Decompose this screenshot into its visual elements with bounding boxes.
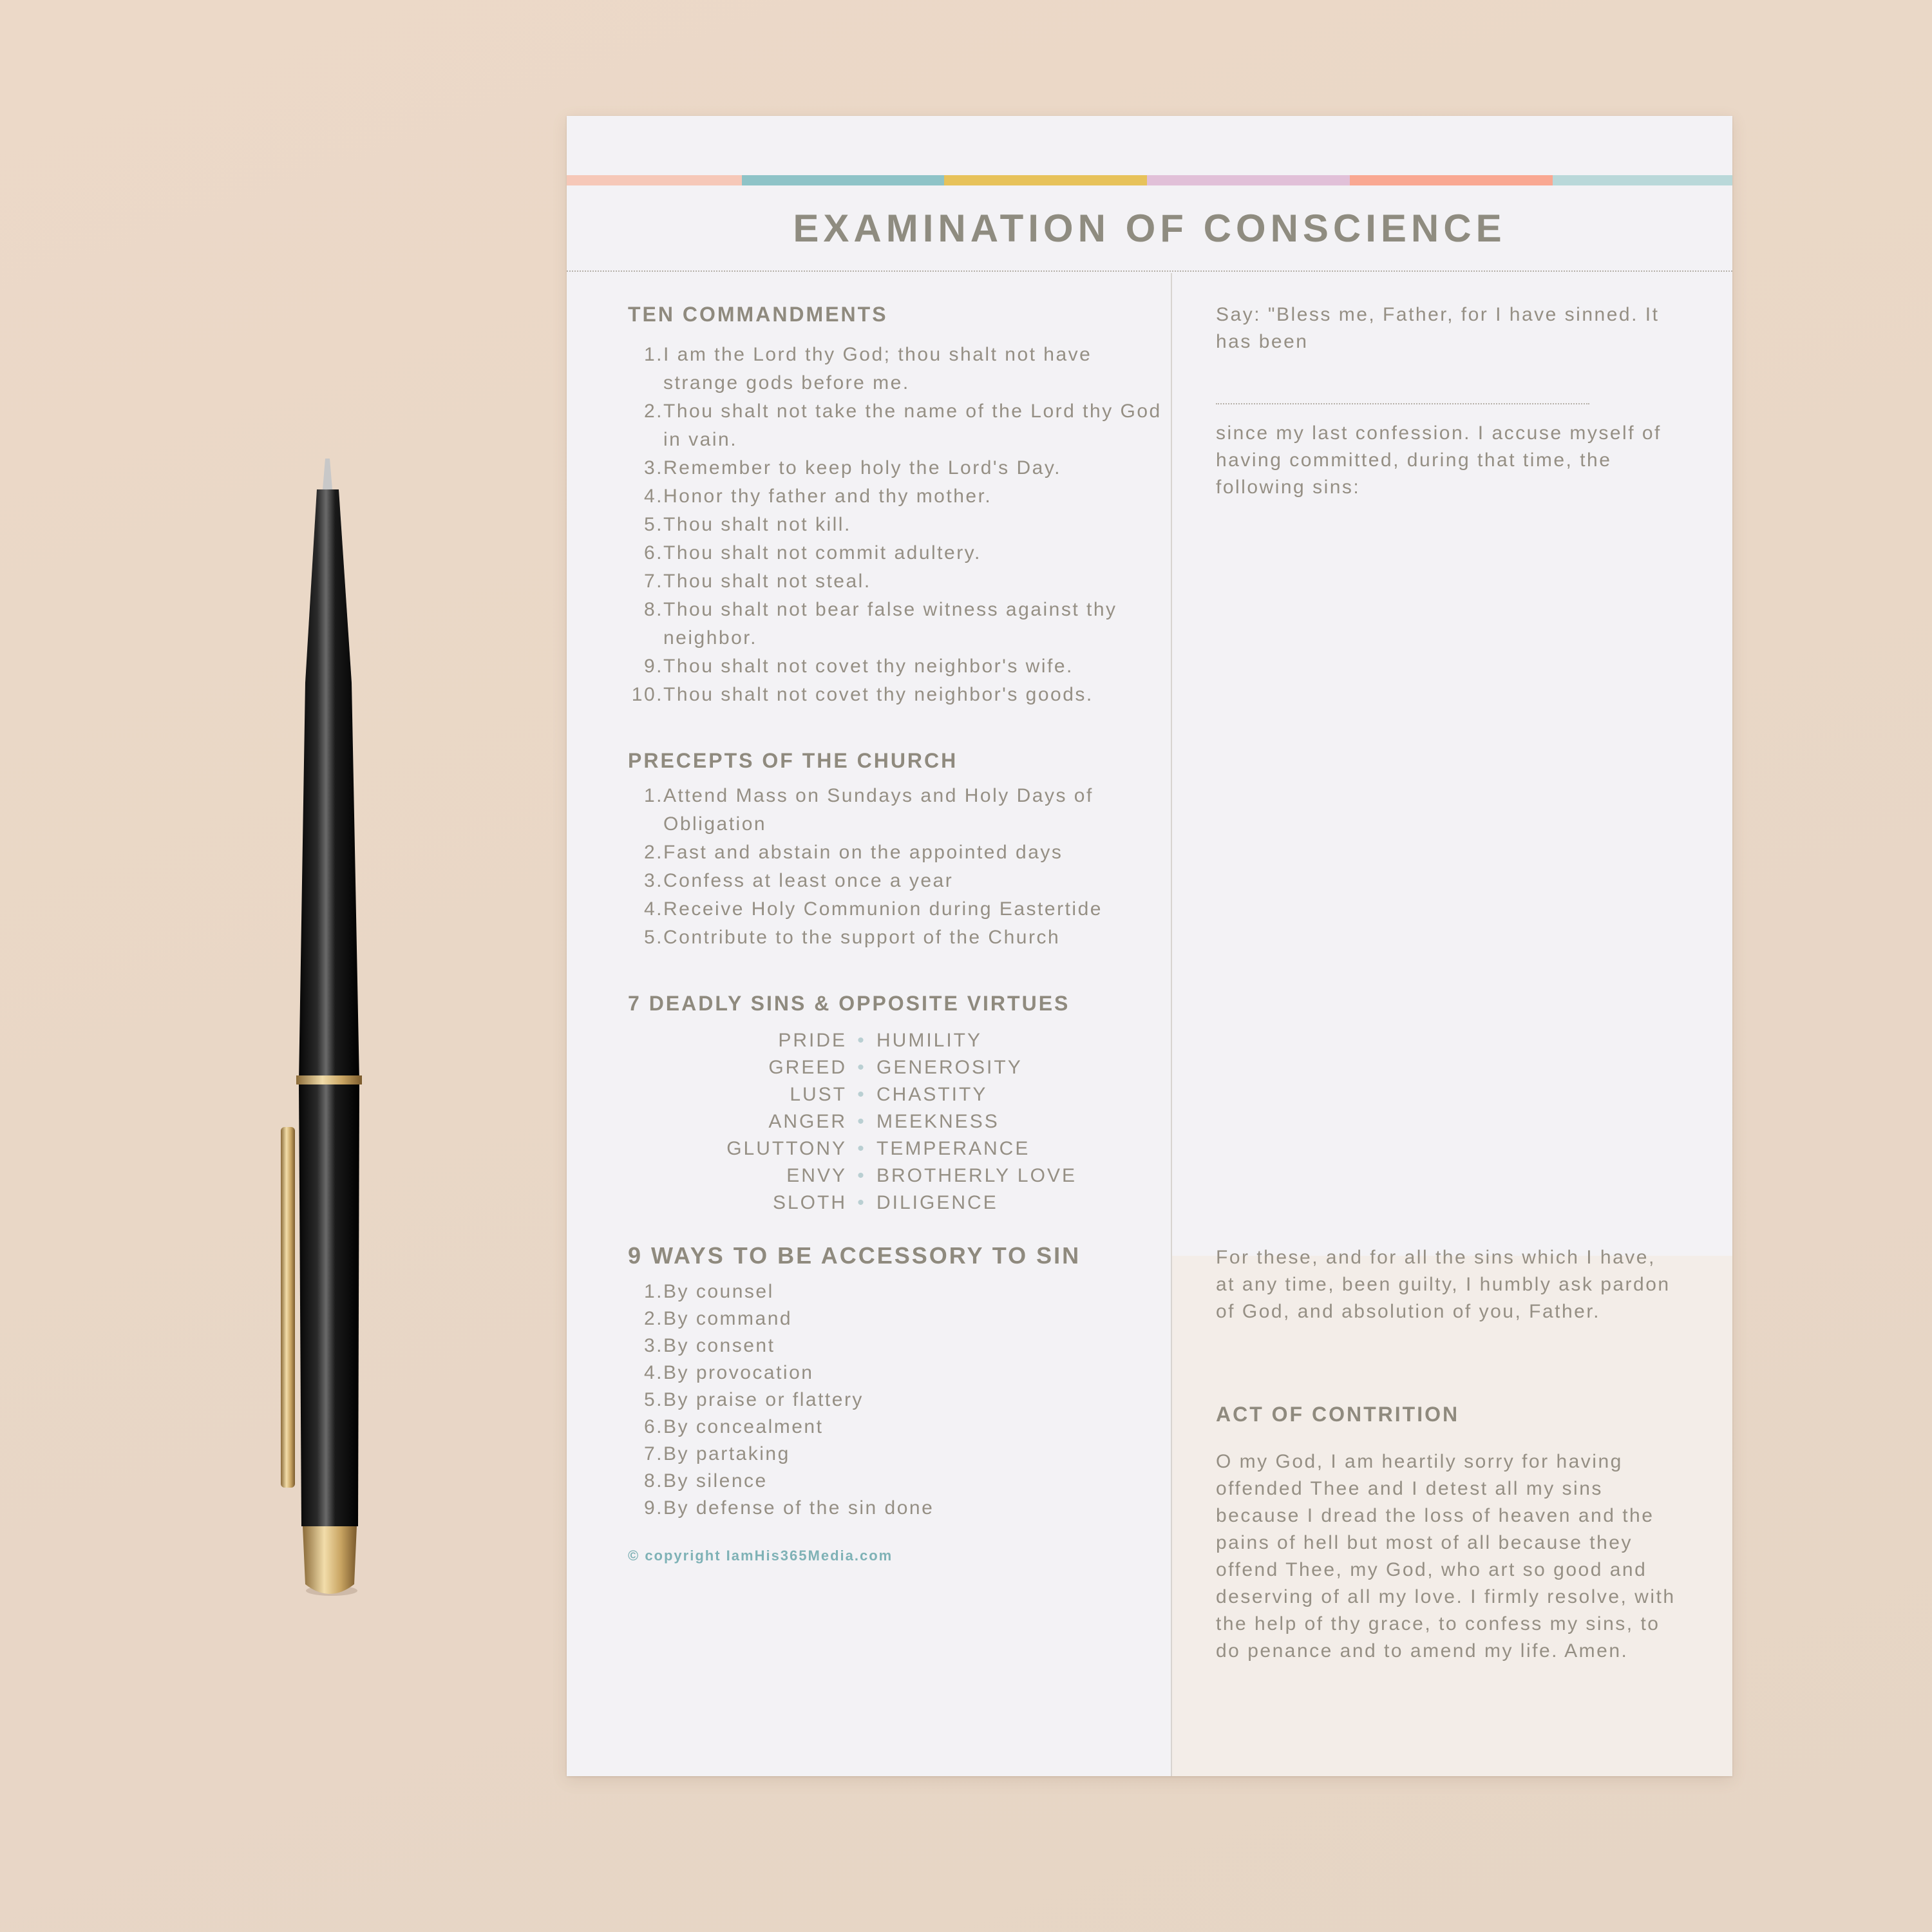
commandment-item [628, 397, 1162, 454]
accessory-item [628, 1332, 1162, 1359]
color-stripe-2 [742, 175, 945, 185]
virtue-name: GENEROSITY [876, 1057, 1023, 1078]
confession-column [1216, 301, 1680, 501]
list-text: Attend Mass on Sundays and Holy Days of Obligation [663, 785, 1094, 835]
list-text: By counsel [663, 1281, 774, 1302]
list-text: Thou shalt not steal. [663, 571, 871, 592]
list-text: Honor thy father and thy mother. [663, 486, 992, 507]
precept-item [628, 895, 1162, 923]
deadly-sins-heading: 7 DEADLY SINS & OPPOSITE VIRTUES [628, 992, 1070, 1015]
accessory-item [628, 1359, 1162, 1387]
confession-closing: For these, and for all the sins which I have, at any time, been guilty, I humbly ask pardon of God, and absolution of you, Father. [1216, 1247, 1671, 1322]
commandment-item [628, 511, 1162, 539]
list-number: 3. [643, 1335, 663, 1356]
confession-intro: Say: "Bless me, Father, for I have sinned. It has been [1216, 304, 1660, 352]
accessory-list [628, 1278, 1162, 1522]
list-text: By command [663, 1308, 793, 1329]
precepts-list [628, 782, 1162, 952]
list-text: By consent [663, 1335, 775, 1356]
commandment-item [628, 681, 1162, 709]
accessory-item [628, 1414, 1162, 1441]
list-number: 1. [643, 785, 663, 806]
list-number: 8. [643, 599, 663, 620]
separator-dot: • [857, 1057, 866, 1078]
title-divider [567, 270, 1732, 272]
list-number: 6. [643, 542, 663, 564]
list-text: Thou shalt not kill. [663, 514, 851, 535]
list-number: 7. [643, 1443, 663, 1464]
list-number: 5. [643, 1389, 663, 1410]
list-number: 5. [643, 514, 663, 535]
list-text: I am the Lord thy God; thou shalt not have strange gods before me. [663, 344, 1092, 393]
precepts-heading: PRECEPTS OF THE CHURCH [628, 749, 958, 772]
sin-virtue-row [628, 1162, 1162, 1189]
virtue-name: BROTHERLY LOVE [876, 1165, 1077, 1186]
list-text: Thou shalt not bear false witness against thy neighbor. [663, 599, 1117, 649]
list-text: By provocation [663, 1362, 814, 1383]
sins-virtues-table [628, 1027, 1162, 1217]
color-stripe [567, 175, 1732, 185]
virtue-name: DILIGENCE [876, 1192, 998, 1213]
list-number: 3. [643, 457, 663, 478]
accessory-item [628, 1468, 1162, 1495]
sin-name: SLOTH [772, 1192, 847, 1213]
sin-name: PRIDE [778, 1030, 847, 1051]
confession-after-blank: since my last confession. I accuse myself of having committed, during that time, the following sins: [1216, 422, 1662, 498]
copyright-notice: © copyright IamHis365Media.com [628, 1548, 893, 1564]
sin-virtue-row [628, 1189, 1162, 1217]
accessory-item [628, 1441, 1162, 1468]
separator-dot: • [857, 1192, 866, 1213]
accessory-item [628, 1305, 1162, 1332]
list-text: By defense of the sin done [663, 1497, 934, 1519]
examination-sheet [567, 116, 1732, 1776]
separator-dot: • [857, 1030, 866, 1051]
list-text: Thou shalt not commit adultery. [663, 542, 981, 564]
sin-virtue-row [628, 1027, 1162, 1054]
sin-name: ANGER [768, 1111, 847, 1132]
precept-item [628, 782, 1162, 838]
separator-dot: • [857, 1084, 866, 1105]
commandment-item [628, 341, 1162, 397]
sin-name: ENVY [786, 1165, 847, 1186]
commandment-item [628, 567, 1162, 596]
sin-name: LUST [790, 1084, 847, 1105]
list-text: By praise or flattery [663, 1389, 864, 1410]
virtue-name: CHASTITY [876, 1084, 988, 1105]
precept-item [628, 838, 1162, 867]
list-number: 4. [643, 486, 663, 507]
separator-dot: • [857, 1165, 866, 1186]
list-text: Thou shalt not covet thy neighbor's wife. [663, 656, 1074, 677]
document-title: EXAMINATION OF CONSCIENCE [793, 207, 1506, 250]
accessory-item [628, 1387, 1162, 1414]
precept-item [628, 867, 1162, 895]
list-text: Fast and abstain on the appointed days [663, 842, 1063, 863]
list-number: 3. [643, 870, 663, 891]
list-text: Thou shalt not take the name of the Lord thy God in vain. [663, 401, 1162, 450]
commandment-item [628, 454, 1162, 482]
list-number: 2. [643, 842, 663, 863]
ten-commandments-list [628, 341, 1162, 709]
column-divider [1171, 273, 1172, 1776]
list-text: By silence [663, 1470, 768, 1492]
sin-name: GLUTTONY [726, 1138, 847, 1159]
act-of-contrition [1216, 1403, 1680, 1665]
list-number: 4. [643, 898, 663, 920]
sin-name: GREED [768, 1057, 847, 1078]
accessory-item [628, 1495, 1162, 1522]
separator-dot: • [857, 1111, 866, 1132]
time-blank-line [1216, 403, 1589, 404]
list-number: 6. [643, 1416, 663, 1437]
sin-virtue-row [628, 1054, 1162, 1081]
list-text: By concealment [663, 1416, 824, 1437]
precept-item [628, 923, 1162, 952]
pen [277, 451, 374, 1610]
list-number: 1. [643, 1281, 663, 1302]
list-number: 9. [643, 1497, 663, 1519]
list-text: Remember to keep holy the Lord's Day. [663, 457, 1061, 478]
commandment-item [628, 539, 1162, 567]
list-number: 2. [643, 401, 663, 422]
virtue-name: HUMILITY [876, 1030, 983, 1051]
color-stripe-5 [1350, 175, 1553, 185]
list-number: 4. [643, 1362, 663, 1383]
accessory-heading: 9 WAYS TO BE ACCESSORY TO SIN [628, 1242, 1081, 1269]
list-number: 1. [643, 344, 663, 365]
list-number: 7. [643, 571, 663, 592]
commandment-item [628, 596, 1162, 652]
ten-commandments-heading: TEN COMMANDMENTS [628, 303, 888, 326]
virtue-name: MEEKNESS [876, 1111, 999, 1132]
sin-virtue-row [628, 1081, 1162, 1108]
list-number: 9. [643, 656, 663, 677]
list-text: By partaking [663, 1443, 790, 1464]
sin-virtue-row [628, 1108, 1162, 1135]
list-text: Receive Holy Communion during Eastertide [663, 898, 1103, 920]
color-stripe-4 [1147, 175, 1350, 185]
list-number: 2. [643, 1308, 663, 1329]
color-stripe-6 [1553, 175, 1732, 185]
contrition-heading: ACT OF CONTRITION [1216, 1403, 1460, 1426]
confession-closing-block [1216, 1244, 1680, 1325]
virtue-name: TEMPERANCE [876, 1138, 1030, 1159]
color-stripe-1 [567, 175, 742, 185]
list-text: Confess at least once a year [663, 870, 954, 891]
commandment-item [628, 652, 1162, 681]
sin-virtue-row [628, 1135, 1162, 1162]
list-text: Thou shalt not covet thy neighbor's goods. [663, 684, 1094, 705]
list-number: 10. [631, 684, 663, 705]
separator-dot: • [857, 1138, 866, 1159]
contrition-text: O my God, I am heartily sorry for having offended Thee and I detest all my sins because I dread the loss of heaven and the pains of hell but most of all because they offend Thee, my God, who art so good and deserving of all my love. I firmly resolve, with the help of thy grace, to confess my sins, to do penance and to amend my life. Amen. [1216, 1451, 1676, 1662]
commandment-item [628, 482, 1162, 511]
left-column [628, 303, 1162, 1564]
list-text: Contribute to the support of the Church [663, 927, 1061, 948]
list-number: 5. [643, 927, 663, 948]
accessory-item [628, 1278, 1162, 1305]
list-number: 8. [643, 1470, 663, 1492]
color-stripe-3 [944, 175, 1147, 185]
